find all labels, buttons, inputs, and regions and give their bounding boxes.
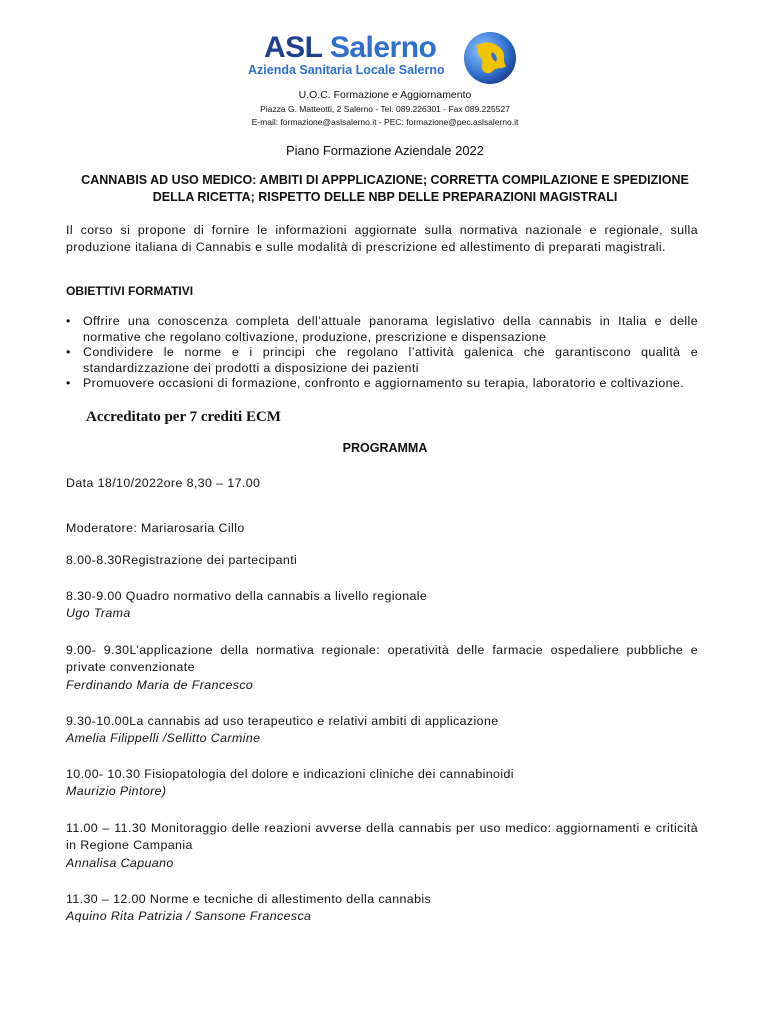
bullet-icon: • [66, 345, 71, 359]
program-date: Data 18/10/2022ore 8,30 – 17.00 [66, 476, 261, 490]
course-intro: Il corso si propone di fornire le informazioni aggiornate sulla normativa nazionale e regionale, sulla produzione italiana di Cannabis e sulle modalità di prescrizione ed allestimento di preparati magistrali. [66, 223, 698, 254]
objectives-list [66, 314, 698, 392]
accreditation-note: Accreditato per 7 crediti ECM [86, 409, 281, 425]
session-speaker: Maurizio Pintore) [66, 784, 167, 798]
objective-item [66, 376, 698, 392]
objective-text: Condividere le norme e i principi che regolano l’attività galenica che garantiscono qualità e standardizzazione dei prodotti a disposizione dei pazienti [83, 345, 698, 375]
session-text: 11.00 – 11.30 Monitoraggio delle reazioni avverse della cannabis per uso medico: aggiornamenti e criticità in Regione Campania [66, 821, 698, 852]
logo-subtitle: Azienda Sanitaria Locale Salerno [248, 63, 445, 77]
session-text: 8.30-9.00 Quadro normativo della cannabis a livello regionale [66, 589, 428, 603]
logo-primary-text: ASL [264, 31, 322, 64]
logo-secondary-text: Salerno [329, 31, 437, 64]
asl-salerno-logo [248, 30, 520, 86]
session-text: 11.30 – 12.00 Norme e tecniche di allestimento della cannabis [66, 892, 432, 906]
plan-title: Piano Formazione Aziendale 2022 [285, 143, 485, 158]
session-speaker: Annalisa Capuano [66, 856, 174, 870]
bullet-icon: • [66, 376, 71, 390]
session-text: 10.00- 10.30 Fisiopatologia del dolore e indicazioni cliniche dei cannabinoidi [66, 767, 514, 781]
logo-wordmark [264, 30, 436, 66]
bullet-icon: • [66, 314, 71, 328]
course-title: CANNABIS AD USO MEDICO: AMBITI DI APPPLICAZIONE; CORRETTA COMPILAZIONE E SPEDIZIONE DELLA RICETTA; RISPETTO DELLE NBP DELLE PREPARAZIONI MAGISTRALI [81, 173, 689, 204]
session-speaker: Ferdinando Maria de Francesco [66, 678, 254, 692]
address-line: Piazza G. Matteotti, 2 Salerno - Tel. 089.226301 - Fax 089.225527 [260, 104, 510, 114]
objective-text: Promuovere occasioni di formazione, confronto e aggiornamento su terapia, laboratorio e coltivazione. [83, 376, 685, 390]
session-text: 9.00- 9.30L’applicazione della normativa regionale: operatività delle farmacie ospedaliere pubbliche e private convenzionate [66, 643, 698, 674]
session-text: 8.00-8.30Registrazione dei partecipanti [66, 553, 298, 567]
globe-icon [462, 30, 518, 86]
program-heading: PROGRAMMA [342, 441, 428, 455]
email-line: E-mail: formazione@aslsalerno.it - PEC: formazione@pec.aslsalerno.it [251, 117, 519, 127]
moderator-line: Moderatore: Mariarosaria Cillo [66, 521, 245, 535]
session-text: 9.30-10.00La cannabis ad uso terapeutico e relativi ambiti di applicazione [66, 714, 499, 728]
session-speaker: Aquino Rita Patrizia / Sansone Francesca [66, 909, 312, 923]
objective-item [66, 314, 698, 345]
session-speaker: Amelia Filippelli /Sellitto Carmine [66, 731, 261, 745]
objective-text: Offrire una conoscenza completa dell’attuale panorama legislativo della cannabis in Italia e delle normative che regolano coltivazione, produzione, prescrizione e dispensazione [83, 314, 698, 344]
objectives-heading: OBIETTIVI FORMATIVI [66, 284, 194, 298]
session-speaker: Ugo Trama [66, 606, 131, 620]
objective-item [66, 345, 698, 376]
unit-name: U.O.C. Formazione e Aggiornamento [298, 89, 472, 101]
